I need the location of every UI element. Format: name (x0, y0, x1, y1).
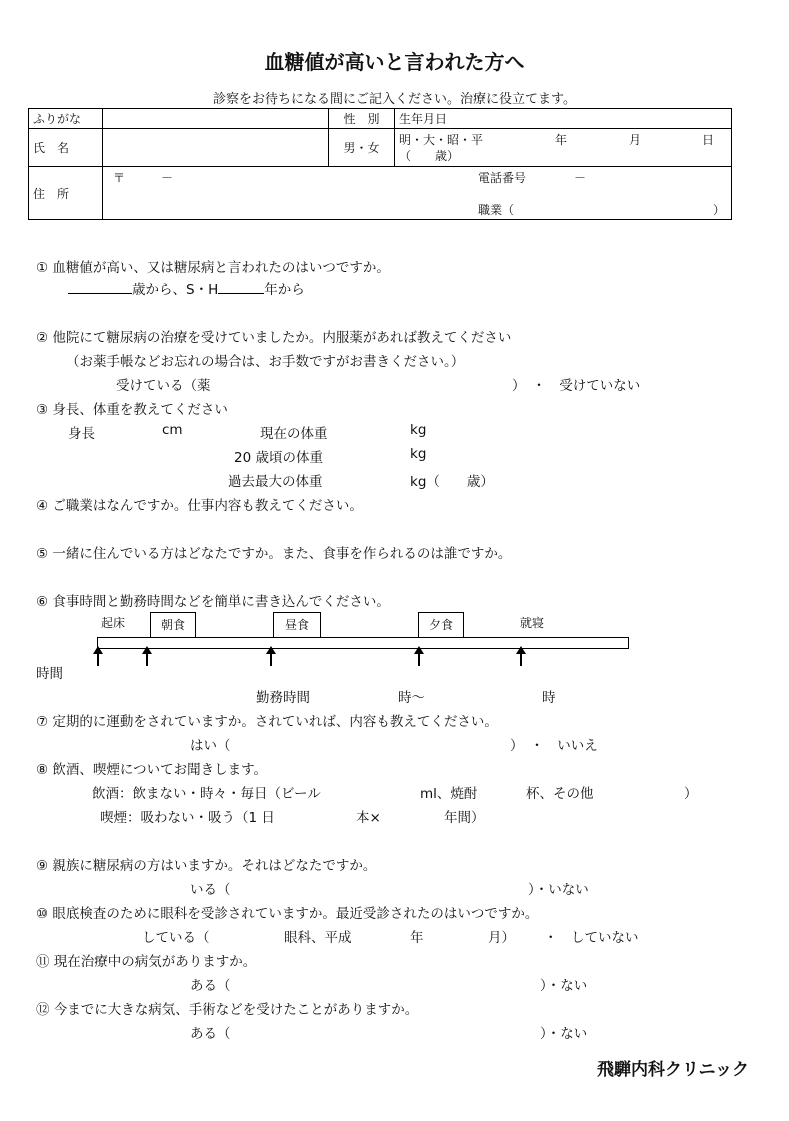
q9-no-option[interactable]: ）・いない (528, 882, 589, 898)
q11-yes-option[interactable]: ある（ (190, 978, 231, 994)
q1-age-field[interactable] (68, 279, 132, 294)
q2-yes-option[interactable]: 受けている（薬 (116, 378, 211, 394)
weight-age20-label: 20 歳頃の体重 (234, 450, 323, 466)
drink-close: ） (684, 786, 698, 802)
q12-no-option[interactable]: ）・ない (540, 1026, 588, 1042)
furigana-field[interactable] (103, 109, 329, 129)
wake-label: 起床 (101, 616, 126, 630)
q10-year: 年 (410, 930, 424, 946)
age-label: （ 歳） (399, 149, 460, 163)
day-label: 日 (702, 133, 715, 147)
occupation-end: ） (713, 203, 726, 217)
clinic-name: 飛騨内科クリニック (597, 1060, 749, 1080)
lunch-arrow-icon (266, 646, 276, 666)
q12-yes-option[interactable]: ある（ (190, 1026, 231, 1042)
question-7: ⑦ 定期的に運動をされていますか。されていれば、内容も教えてください。 (36, 714, 498, 730)
q10-yes-option[interactable]: している（ (142, 930, 210, 946)
drink-cups: 杯、その他 (526, 786, 594, 802)
q10-no-option[interactable]: ・ していない (544, 930, 639, 946)
sleep-arrow-icon (516, 646, 526, 666)
era-options[interactable]: 明・大・昭・平 (399, 133, 484, 147)
work-hours-label: 勤務時間 (256, 690, 310, 706)
dinner-box: 夕食 (418, 612, 464, 638)
smoke-per: 本× (356, 810, 381, 826)
question-6: ⑥ 食事時間と勤務時間などを簡単に書き込んでください。 (36, 594, 390, 610)
drink-row[interactable]: 飲酒：飲まない・時々・毎日（ビール (92, 786, 321, 802)
name-label: 氏 名 (29, 129, 103, 167)
q11-no-option[interactable]: ）・ない (540, 978, 588, 994)
q10-clinic: 眼科、平成 (284, 930, 352, 946)
question-5: ⑤ 一緒に住んでいる方はどなたですか。また、食事を作られるのは誰ですか。 (36, 546, 512, 562)
breakfast-arrow-icon (142, 646, 152, 666)
sleep-label: 就寝 (520, 616, 545, 630)
drink-ml: ml、焼酎 (420, 786, 478, 802)
kg-unit-age20: kg (410, 446, 427, 462)
q1-year-field[interactable] (218, 279, 264, 294)
max-weight-label: 過去最大の体重 (228, 474, 323, 490)
birthday-label: 生年月日 (395, 109, 732, 129)
current-weight-label: 現在の体重 (260, 426, 328, 442)
question-2: ② 他院にて糖尿病の治療を受けていましたか。内服薬があれば教えてください (36, 330, 512, 346)
patient-info-table (28, 108, 732, 220)
postal-label: 〒 － (113, 171, 174, 185)
cm-unit: cm (162, 422, 183, 438)
q2-no-option[interactable]: ） ・ 受けていない (512, 378, 641, 394)
page-subtitle: 診察をお待ちになる間にご記入ください。治療に役立てます。 (213, 92, 576, 107)
work-to-label: 時 (542, 690, 556, 706)
month-label: 月 (629, 133, 642, 147)
furigana-label: ふりがな (29, 109, 103, 129)
phone-label: 電話番号 － (478, 171, 587, 185)
q1-answer-row: 歳から、S・H 年から (68, 278, 305, 298)
gender-options[interactable]: 男・女 (329, 129, 395, 167)
name-field[interactable] (103, 129, 329, 167)
kg-unit-current: kg (410, 422, 427, 438)
question-12: ⑫ 今までに大きな病気、手術などを受けたことがありますか。 (36, 1002, 419, 1018)
question-11: ⑪ 現在治療中の病気がありますか。 (36, 954, 257, 970)
page-title: 血糖値が高いと言われた方へ (264, 50, 525, 74)
q2-note: （お薬手帳などお忘れの場合は、お手数ですがお書きください。） (66, 354, 465, 370)
question-8: ⑧ 飲酒、喫煙についてお聞きします。 (36, 762, 268, 778)
q9-yes-option[interactable]: いる（ (190, 882, 231, 898)
kg-unit-max: kg（ 歳） (410, 474, 494, 490)
question-3: ③ 身長、体重を教えてください (36, 402, 228, 418)
breakfast-box: 朝食 (150, 612, 196, 638)
wake-arrow-icon (93, 646, 103, 666)
question-10: ⑩ 眼底検査のために眼科を受診されていますか。最近受診されたのはいつですか。 (36, 906, 539, 922)
birthday-field[interactable] (395, 129, 732, 167)
q7-no-option[interactable]: ） ・ いいえ (510, 738, 598, 754)
work-from-label: 時～ (398, 690, 425, 706)
q7-yes-option[interactable]: はい（ (190, 738, 231, 754)
smoke-years: 年間） (444, 810, 485, 826)
occupation-label: 職業（ (478, 203, 515, 217)
dinner-arrow-icon (414, 646, 424, 666)
address-label: 住 所 (29, 167, 103, 220)
q10-month: 月） (488, 930, 515, 946)
timeline-bar[interactable] (97, 637, 629, 649)
gender-label: 性 別 (329, 109, 395, 129)
question-1: ① 血糖値が高い、又は糖尿病と言われたのはいつですか。 (36, 260, 390, 276)
lunch-box: 昼食 (273, 612, 321, 638)
smoke-row[interactable]: 喫煙：吸わない・吸う（1 日 (100, 810, 275, 826)
height-label: 身長 (68, 426, 95, 442)
time-label: 時間 (36, 666, 63, 682)
year-label: 年 (555, 133, 568, 147)
question-4: ④ ご職業はなんですか。仕事内容も教えてください。 (36, 498, 363, 514)
question-9: ⑨ 親族に糖尿病の方はいますか。それはどなたですか。 (36, 858, 377, 874)
address-field[interactable] (103, 167, 732, 220)
